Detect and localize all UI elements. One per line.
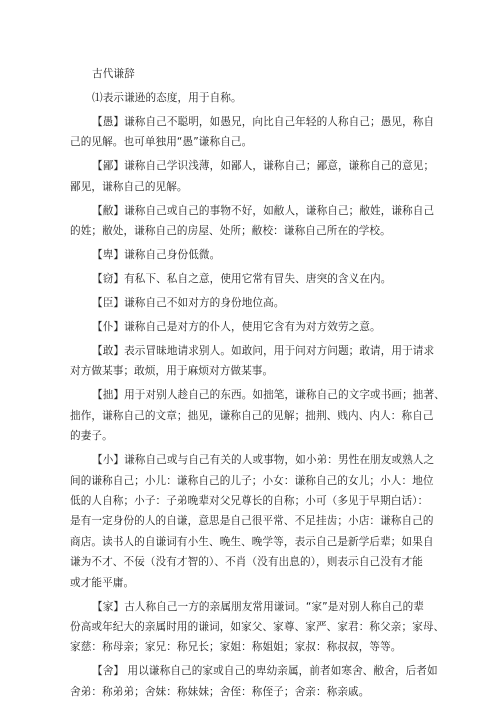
paragraph-line: 【舍】 用以谦称自己的家或自己的卑幼亲属，前者如寒舍、敝舍，后者如: [92, 665, 438, 678]
paragraph-yu: [70, 112, 436, 153]
paragraph-line: 家慈：称母亲；家兄：称兄长；家姐：称姐姐；家叔：称叔叔，等等。: [70, 641, 402, 654]
document-title: 古代谦辞: [92, 68, 135, 80]
paragraph-chen: [70, 293, 436, 313]
paragraph-line: 或才能平庸。: [70, 576, 135, 589]
paragraph-line: 【敢】表示冒昧地请求别人。如敢问，用于问对方问题；敢请，用于请求: [92, 345, 435, 358]
paragraph-line: 【卑】谦称自己身份低微。: [92, 249, 221, 262]
paragraph-line: 【窃】有私下、私自之意，使用它常有冒失、唐突的含义在内。: [92, 273, 392, 286]
paragraph-line: 舍弟：称弟弟；舍妹：称妹妹；舍侄：称侄子；舍亲：称亲戚。: [70, 685, 370, 698]
paragraph-line: 的姓；敝处，谦称自己的房屋、处所；敝校：谦称自己所在的学校。: [70, 225, 391, 238]
paragraph-line: 拙作，谦称自己的文章；拙见，谦称自己的见解；拙荆、贱内、内人：称自己: [70, 409, 434, 422]
paragraph-gan: [70, 341, 436, 382]
paragraph-line: 对方做某事；敢烦，用于麻烦对方做某事。: [70, 365, 274, 378]
paragraph-line: 谦为不才、不佞（没有才智的）、不肖（没有出息的），则表示自己没有才能: [70, 556, 423, 569]
paragraph-line: 己的见解。也可单独用“愚”谦称自己。: [70, 136, 253, 149]
paragraph-zhuo: [70, 385, 445, 446]
paragraph-line: 【仆】谦称自己是对方的仆人，使用它含有为对方效劳之意。: [92, 321, 381, 334]
paragraph-bi: [70, 156, 436, 197]
paragraph-line: 【家】古人称自己一方的亲属朋友常用谦词。“家”是对别人称自己的辈: [92, 600, 424, 613]
paragraph-line: 【小】谦称自己或与自己有关的人或事物，如小弟：男性在朋友或熟人之: [92, 454, 435, 467]
paragraph-line: 【愚】谦称自己不聪明，如愚兄，向比自己年轻的人称自己；愚见，称自: [92, 115, 435, 128]
paragraph-line: 是有一定身份的人的自谦，意思是自己很平常、不足挂齿；小店：谦称自己的: [70, 515, 434, 528]
paragraph-qie: [70, 269, 436, 289]
paragraph-line: 间的谦称自己；小儿：谦称自己的儿子；小女：谦称自己的女儿；小人：地位: [70, 474, 434, 487]
paragraph-line: 商店。读书人的自谦词有小生、晚生、晚学等，表示自己是新学后辈；如果自: [70, 535, 434, 548]
paragraph-she: [70, 661, 436, 702]
paragraph-jia: [70, 597, 445, 658]
paragraph-line: 鄙见，谦称自己的见解。: [70, 180, 188, 193]
paragraph-line: 【鄙】谦称自己学识浅薄，如鄙人，谦称自己；鄙意，谦称自己的意见；: [92, 160, 435, 173]
paragraph-bi2: [70, 201, 436, 242]
paragraph-pu: [70, 317, 436, 337]
paragraph-line: 【敝】谦称自己或自己的事物不好，如敝人，谦称自己；敝姓，谦称自己: [92, 204, 435, 217]
paragraph-line: ⑴表示谦逊的态度，用于自称。: [92, 91, 242, 104]
document-body: [70, 64, 445, 702]
paragraph-line: 低的人自称；小子：子弟晚辈对父兄尊长的自称；小可（多见于早期白话）：: [70, 494, 429, 507]
paragraph-xiao: [70, 450, 436, 593]
paragraph-line: 的妻子。: [70, 430, 113, 443]
paragraph-line: 份高或年纪大的亲属时用的谦词，如家父、家尊、家严、家君：称父亲；家母、: [70, 620, 445, 633]
paragraph-line: 【拙】用于对别人趁自己的东西。如拙笔，谦称自己的文字或书画；拙著、: [92, 389, 445, 402]
paragraph-line: 【臣】谦称自己不如对方的身份地位高。: [92, 297, 285, 310]
paragraph-bei: [70, 245, 436, 265]
paragraph-intro: [70, 88, 436, 108]
